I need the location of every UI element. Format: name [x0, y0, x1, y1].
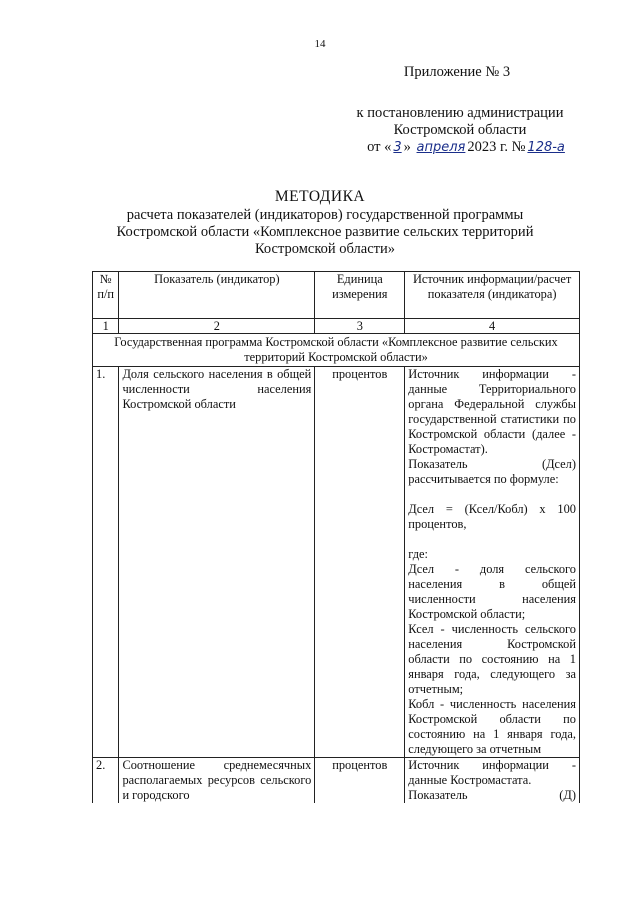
appendix-title: Приложение № 3: [403, 64, 511, 80]
header-cell-source: Источник информации/расчет показателя (индикатора): [405, 272, 580, 319]
row-number: 2.: [93, 758, 119, 804]
unit-cell: процентов: [315, 758, 405, 804]
row-number: 1.: [93, 367, 119, 758]
document-subtitle-line: Костромской области»: [254, 241, 395, 257]
appendix-date-line: [332, 137, 602, 158]
header-cell-indicator: Показатель (индикатор): [119, 272, 315, 319]
spacer: [408, 487, 576, 502]
column-number: 4: [405, 319, 580, 334]
spacer: [408, 532, 576, 547]
table-header-row: [93, 272, 580, 319]
source-paragraph: Источник информации - данные Костромастата.: [408, 758, 576, 787]
column-number: 1: [93, 319, 119, 334]
quote-close: »: [403, 139, 411, 155]
column-number: 3: [315, 319, 405, 334]
definition: Кобл - численность населения Костромской области по состоянию на 1 января года, следующего за отчетным: [408, 697, 576, 756]
formula: Дсел = (Ксел/Кобл) x 100 процентов,: [408, 502, 576, 531]
source-paragraph: Источник информации - данные Территориального органа Федеральной службы государственной статистики по Костромской области (далее - Костромастат).: [408, 367, 576, 456]
handwritten-day: 3: [393, 140, 402, 155]
page-number: 14: [314, 38, 326, 50]
document-subtitle-line: расчета показателей (индикаторов) государственной программы: [126, 207, 524, 223]
table-row: [93, 758, 580, 804]
appendix-resolution-line: к постановлению администрации: [356, 105, 564, 121]
header-cell-unit: Единица измерения: [315, 272, 405, 319]
source-paragraph: Показатель (Д): [408, 788, 576, 802]
definition: Ксел - численность сельского населения Костромской области по состоянию на 1 января года, следующего за отчетным;: [408, 622, 576, 696]
document-title: МЕТОДИКА: [274, 188, 366, 205]
source-paragraph: Показатель (Дсел) рассчитывается по формуле:: [408, 457, 576, 486]
program-row: [93, 334, 580, 367]
document-subtitle-line: Костромской области «Комплексное развитие сельских территорий: [116, 224, 534, 240]
methodology-table: [92, 271, 580, 803]
source-cell: [405, 758, 580, 804]
column-number-row: [93, 319, 580, 334]
handwritten-month: апреля: [416, 140, 466, 155]
appendix-region-line: Костромской области: [393, 122, 527, 138]
unit-cell: процентов: [315, 367, 405, 758]
program-title-cell: Государственная программа Костромской области «Комплексное развитие сельских территорий Костромской области»: [93, 334, 580, 367]
date-prefix: от «: [367, 139, 392, 155]
column-number: 2: [119, 319, 315, 334]
indicator-cell: Доля сельского населения в общей численности населения Костромской области: [119, 367, 315, 758]
definition: Дсел - доля сельского населения в общей численности населения Костромской области;: [408, 562, 576, 621]
source-cell: [405, 367, 580, 758]
table-row: [93, 367, 580, 758]
handwritten-number: 128-а: [527, 140, 565, 155]
header-cell-number: № п/п: [93, 272, 119, 319]
where-label: где:: [408, 547, 428, 561]
indicator-cell: Соотношение среднемесячных располагаемых ресурсов сельского и городского: [119, 758, 315, 804]
year-text: 2023 г. №: [467, 139, 526, 155]
